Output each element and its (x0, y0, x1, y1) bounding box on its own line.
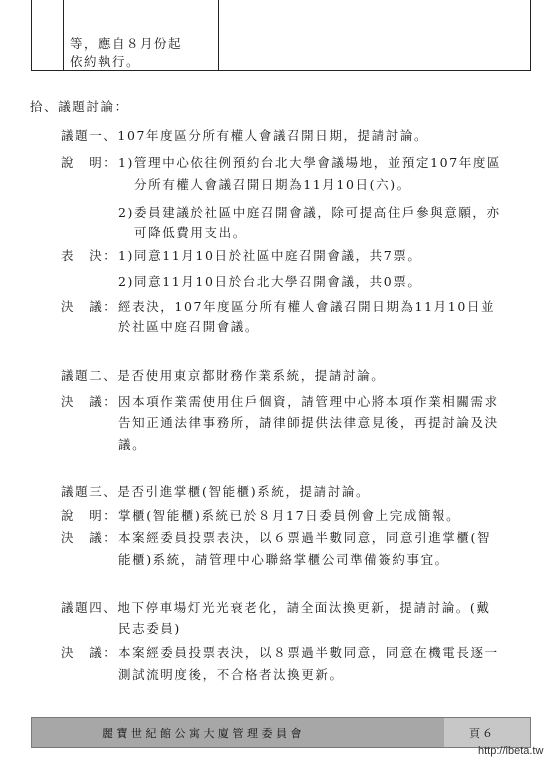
issue1-resolution-line2: 於社區中庭召開會議。 (118, 319, 260, 334)
page-number-box (444, 718, 530, 747)
issue1-resolution-line1: 經表決，107年度區分所有權人會議召開日期為11月10日並 (118, 299, 496, 314)
issue2-resolution-label: 決 議： (61, 394, 118, 409)
issue4-resolution-line2: 測試流明度後，不合格者汰換更新。 (118, 667, 344, 682)
issue4-resolution-label: 決 議： (61, 645, 118, 660)
table-cell-line-2: 依約執行。 (70, 54, 141, 69)
issue2-resolution-line1: 因本項作業需使用住戶個資，請管理中心將本項作業相關需求 (118, 394, 499, 409)
issue1-vote1: 1)同意11月10日於社區中庭召開會議，共7票。 (118, 248, 422, 263)
issue1-desc-label: 說 明： (61, 155, 118, 170)
issue4-title-line2: 民志委員) (118, 621, 181, 636)
issue1-desc2-line1: 2)委員建議於社區中庭召開會議，除可提高住戶參與意願，亦 (118, 205, 501, 220)
issue3-title: 議題三、是否引進掌櫃(智能櫃)系統，提請討論。 (61, 484, 371, 499)
page-footer (31, 717, 531, 748)
watermark-text: http://ibeta.tw (478, 745, 544, 757)
page-number: 頁６ (469, 727, 495, 740)
issue3-resolution-label: 決 議： (61, 530, 118, 545)
table-cell-line-1: 等，應自８月份起 (70, 36, 183, 51)
issue2-title: 議題二、是否使用東京都財務作業系統，提請討論。 (61, 368, 386, 383)
issue1-desc1-line1: 1)管理中心依往例預約台北大學會議場地，並預定107年度區 (118, 155, 502, 170)
issue3-desc-line1: 掌櫃(智能櫃)系統已於８月17日委員例會上完成簡報。 (118, 508, 461, 523)
issue4-title-line1: 議題四、地下停車場灯光光衰老化，請全面汰換更新，提請討論。(戴 (61, 600, 491, 615)
issue1-desc1-line2: 分所有權人會議召開日期為11月10日(六)。 (134, 177, 411, 192)
footer-title: 麗寶世紀館公寓大廈管理委員會 (102, 727, 305, 740)
issue2-resolution-line3: 議。 (118, 437, 147, 452)
issue3-desc-label: 說 明： (61, 508, 118, 523)
section-heading: 拾、議題討論： (30, 99, 129, 114)
issue1-desc2-line2: 可降低費用支出。 (134, 225, 247, 240)
table-cell-empty (32, 0, 64, 70)
issue4-resolution-line1: 本案經委員投票表決，以８票過半數同意，同意在機電長逐一 (118, 645, 499, 660)
issue1-resolution-label: 決 議： (61, 299, 118, 314)
issue1-vote-label: 表 決： (61, 248, 118, 263)
issue2-resolution-line2: 告知正通法律事務所，請律師提供法律意見後，再提討論及決 (118, 415, 499, 430)
issue1-vote2: 2)同意11月10日於台北大學召開會議，共0票。 (118, 274, 422, 289)
issue3-resolution-line1: 本案經委員投票表決，以６票過半數同意，同意引進掌櫃(智 (118, 530, 492, 545)
issue3-resolution-line2: 能櫃)系統，請管理中心聯絡掌櫃公司準備簽約事宜。 (118, 552, 449, 567)
issue1-title: 議題一、107年度區分所有權人會議召開日期，提請討論。 (61, 128, 429, 143)
previous-table-fragment (31, 0, 531, 71)
